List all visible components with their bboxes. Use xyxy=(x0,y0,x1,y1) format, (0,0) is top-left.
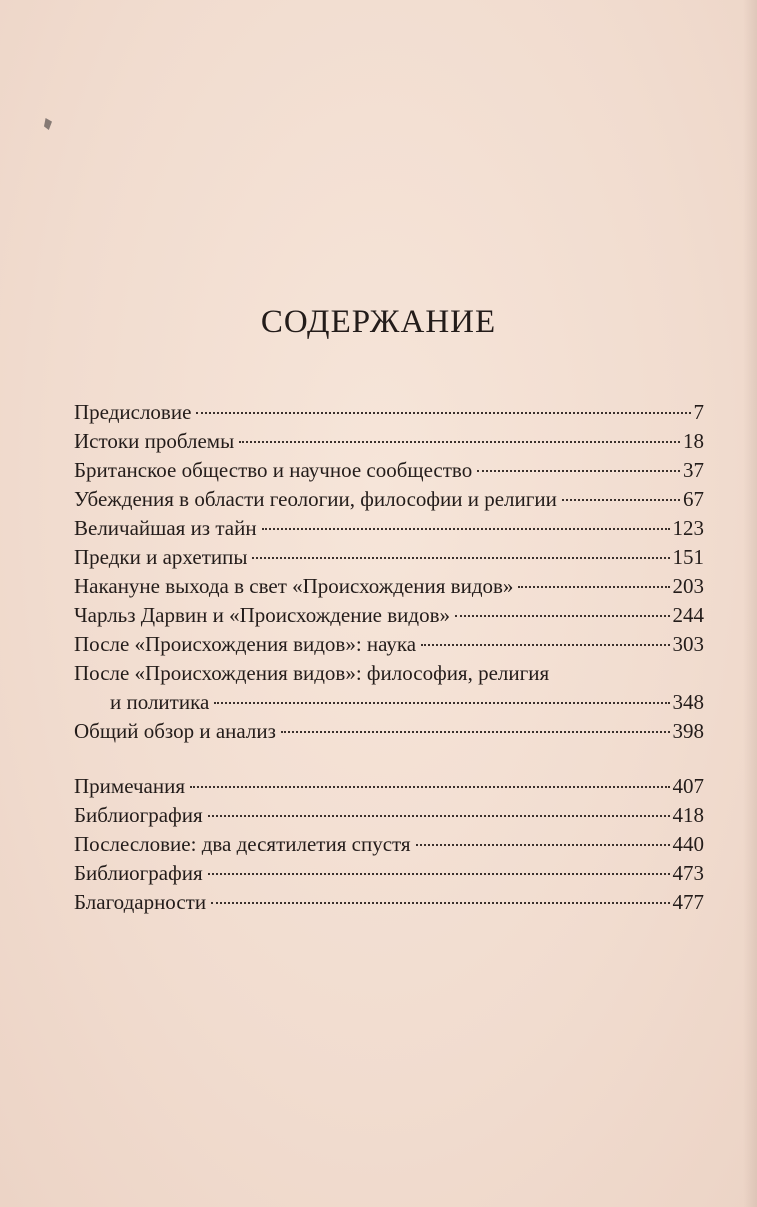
ink-speck xyxy=(44,118,52,130)
dot-leader xyxy=(455,615,669,617)
toc-entry xyxy=(74,487,704,516)
page-edge-shadow xyxy=(743,0,757,1207)
dot-leader xyxy=(421,644,669,646)
toc-entry xyxy=(74,803,704,832)
dot-leader xyxy=(208,815,670,817)
toc-entry-page: 440 xyxy=(672,832,704,856)
dot-leader xyxy=(281,731,670,733)
toc-entry-label: Примечания xyxy=(74,774,186,798)
toc-entry-page: 37 xyxy=(683,458,704,482)
toc-entry xyxy=(74,632,704,661)
toc-entry-page: 151 xyxy=(672,545,704,569)
toc-entry-label: Общий обзор и анализ xyxy=(74,719,276,743)
toc-entry xyxy=(74,400,704,429)
toc-entry xyxy=(74,429,704,458)
toc-entry-label: Предки и архетипы xyxy=(74,545,248,569)
toc-entry-page: 203 xyxy=(672,574,704,598)
dot-leader xyxy=(416,844,670,846)
toc-entry xyxy=(74,458,704,487)
toc-entry-page: 348 xyxy=(672,690,704,714)
toc-entry-page: 123 xyxy=(672,516,704,540)
toc-entry-page: 477 xyxy=(672,890,704,914)
toc-entry-page: 303 xyxy=(672,632,704,656)
toc-entry-label: Предисловие xyxy=(74,400,192,424)
toc-entry xyxy=(74,861,704,890)
toc-entry xyxy=(74,890,704,919)
toc-entry xyxy=(74,832,704,861)
table-of-contents xyxy=(74,400,704,919)
toc-entry-label: Послесловие: два десятилетия спустя xyxy=(74,832,411,856)
toc-entry-label: Библиография xyxy=(74,861,203,885)
toc-entry-page: 7 xyxy=(693,400,704,424)
dot-leader xyxy=(239,441,680,443)
toc-entry xyxy=(74,690,704,719)
toc-entry-label: Накануне выхода в свет «Происхождения видов» xyxy=(74,574,514,598)
page-title: СОДЕРЖАНИЕ xyxy=(260,304,497,340)
toc-entry-label: Британское общество и научное сообщество xyxy=(74,458,473,482)
toc-entry-label-continued: и политика xyxy=(110,690,210,714)
dot-leader xyxy=(477,470,680,472)
toc-entry-page: 67 xyxy=(683,487,704,511)
toc-entry-page: 244 xyxy=(672,603,704,627)
toc-entry-label: Библиография xyxy=(74,803,203,827)
dot-leader xyxy=(262,528,670,530)
toc-entry-page: 18 xyxy=(683,429,704,453)
toc-entry-label: Убеждения в области геологии, философии и религии xyxy=(74,487,557,511)
toc-entry-page: 418 xyxy=(672,803,704,827)
dot-leader xyxy=(518,586,669,588)
toc-entry xyxy=(74,574,704,603)
toc-entry xyxy=(74,774,704,803)
toc-entry-label: Величайшая из тайн xyxy=(74,516,257,540)
toc-entry-page: 473 xyxy=(672,861,704,885)
toc-entry-label: Чарльз Дарвин и «Происхождение видов» xyxy=(74,603,451,627)
dot-leader xyxy=(252,557,669,559)
dot-leader xyxy=(208,873,670,875)
toc-entry xyxy=(74,516,704,545)
toc-entry xyxy=(74,719,704,748)
toc-entry-label: После «Происхождения видов»: наука xyxy=(74,632,417,656)
toc-entry-page: 398 xyxy=(672,719,704,743)
dot-leader xyxy=(196,412,690,414)
toc-entry-page: 407 xyxy=(672,774,704,798)
toc-entry-label: Благодарности xyxy=(74,890,207,914)
dot-leader xyxy=(562,499,680,501)
toc-entry xyxy=(74,545,704,574)
dot-leader xyxy=(190,786,669,788)
toc-entry-label: После «Происхождения видов»: философия, религия xyxy=(74,661,550,685)
toc-entry xyxy=(74,603,704,632)
dot-leader xyxy=(211,902,669,904)
dot-leader xyxy=(214,702,669,704)
toc-entry-label: Истоки проблемы xyxy=(74,429,235,453)
section-gap xyxy=(74,748,704,774)
